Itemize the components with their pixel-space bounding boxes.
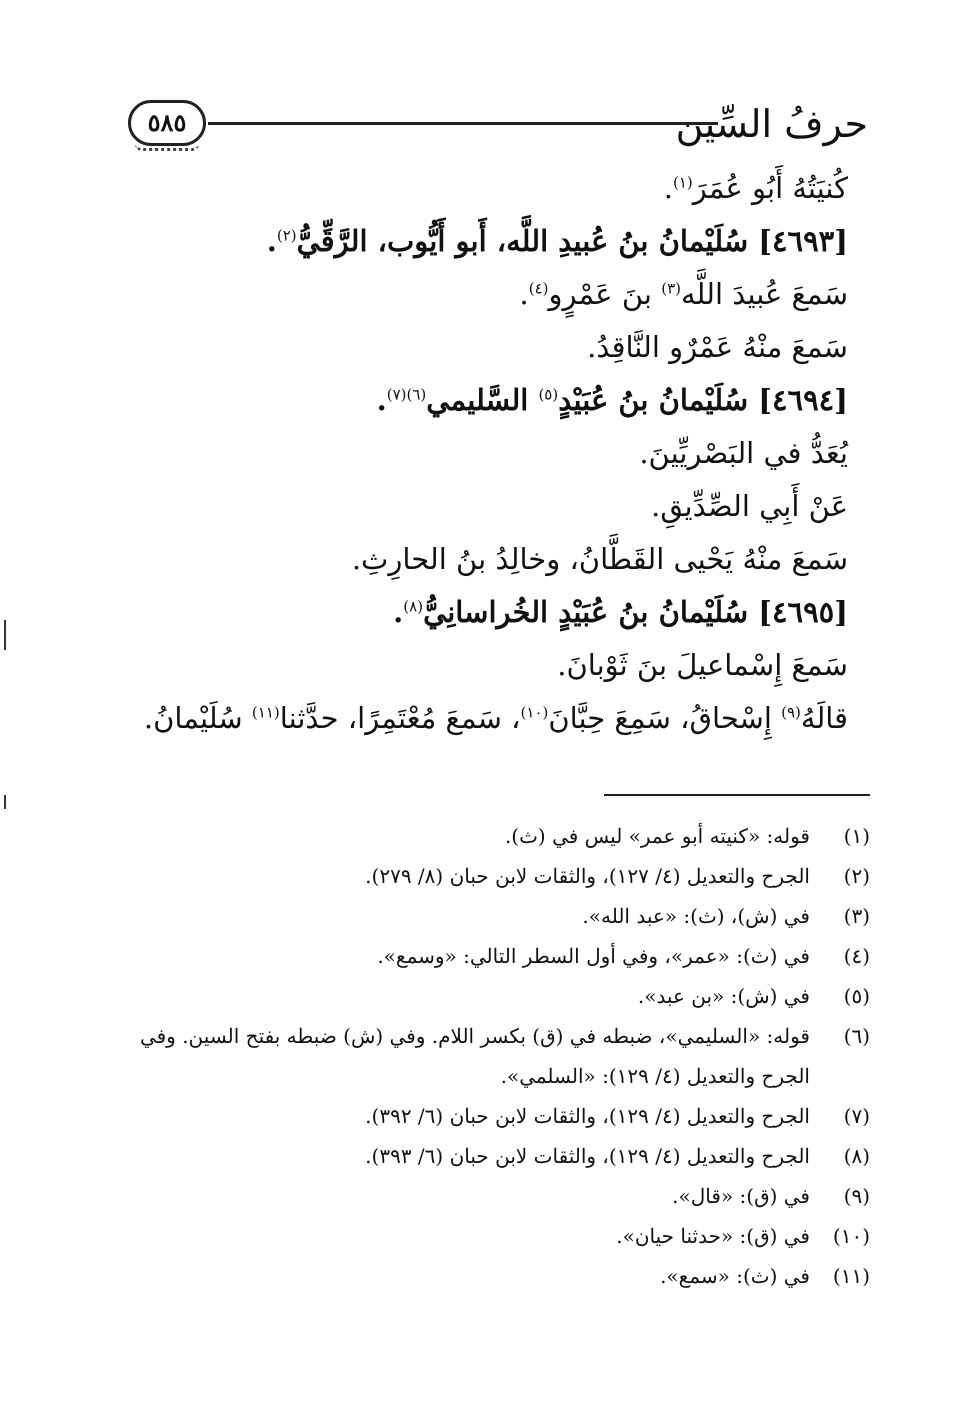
footnote [130,1216,870,1256]
footnote-ref: (١١) [251,703,280,722]
chapter-title: حرفُ السِّين [675,102,868,146]
footnote-text: في (ش): «بن عبد». [637,984,810,1008]
footnote-text: الجرح والتعديل (٤/ ١٢٩)، والثقات لابن حبان (٦/ ٣٩٢). [365,1104,810,1128]
footnote-number: (٩) [843,1184,870,1208]
line-text: . [266,224,277,258]
footnote [130,1136,870,1176]
footnote-ref: (٣) [661,279,681,298]
line-text: [٤٦٩٤] سُلَيْمانُ بنُ عُبَيْدٍ [558,383,848,417]
footnote-ref: (٦)(٧) [386,385,427,404]
scan-edge-mark [4,795,6,809]
footnote-ref: (١) [672,173,693,192]
footnote [130,816,870,856]
footnote-number: (٦) [843,1024,870,1048]
line-text: سَمعَ عُبيدَ اللَّه [680,277,848,311]
footnote-text: في (ق): «حدثنا حيان». [616,1224,810,1248]
line-text: إِسْحاقُ، سَمِعَ حِبَّانَ [548,701,782,735]
footnote-text: الجرح والتعديل (٤/ ١٢٩)، والثقات لابن حبان (٦/ ٣٩٣). [365,1144,810,1168]
entry-heading [128,215,848,268]
footnote-number: (٧) [843,1104,870,1128]
main-text [128,162,848,745]
footnote-ref: (٨) [403,597,424,616]
footnote [130,1256,870,1296]
line-text: سَمعَ منْهُ عَمْرٌو النَّاقِدُ. [587,330,848,364]
line-text: سَمعَ منْهُ يَحْيى القَطَّانُ، وخالِدُ بنُ الحارِثِ. [351,542,848,576]
footnote-number: (٨) [843,1144,870,1168]
footnote-number: (١) [843,824,870,848]
text-line [128,321,848,374]
footnote-ref: (٩) [781,703,801,722]
scan-edge-mark [4,620,6,650]
footnote-number: (٢) [843,864,870,888]
footnotes [130,816,870,1296]
footnote-text: في (ث): «عمر»، وفي أول السطر التالي: «وسمع». [377,944,810,968]
line-text: قالَهُ [800,701,848,735]
line-text: يُعَدُّ في البَصْريِّينَ. [639,436,848,470]
text-line [128,533,848,586]
line-text: . [393,595,404,629]
text-line [128,162,848,215]
footnote-separator [604,794,870,796]
footnote-number: (٥) [843,984,870,1008]
footnote [130,896,870,936]
text-line [128,692,848,745]
page-number: ٥٨٥ [128,100,206,146]
footnote-ref: (١٠) [520,703,549,722]
header-rule [208,122,718,125]
line-text: . [663,171,673,205]
line-text: كُنيَتُهُ أَبُو عُمَرَ [692,171,848,205]
footnote-number: (٣) [843,904,870,928]
footnote-number: (١١) [832,1264,870,1288]
entry-heading [128,586,848,639]
line-text: . [376,383,387,417]
footnote [130,1016,870,1096]
footnote-ref: (٥) [538,385,559,404]
footnote-number: (١٠) [832,1224,870,1248]
line-text: [٤٦٩٥] سُلَيْمانُ بنُ عُبَيْدٍ الخُراسانِيُّ [423,595,848,629]
footnote-text: الجرح والتعديل (٤/ ١٢٧)، والثقات لابن حبان (٨/ ٢٧٩). [365,864,810,888]
footnote [130,1096,870,1136]
footnote [130,976,870,1016]
entry-heading [128,374,848,427]
footnote [130,856,870,896]
footnote-ref: (٢) [276,226,297,245]
line-text: ، سَمعَ مُعْتَمِرًا، حدَّثنا [279,701,521,735]
line-text: السَّليمي [426,383,539,417]
footnote-text: قوله: «كنيته أبو عمر» ليس في (ث). [504,824,810,848]
footnote-text: في (ش)، (ث): «عبد الله». [582,904,810,928]
page-header [128,92,868,156]
text-line [128,480,848,533]
footnote-number: (٤) [843,944,870,968]
line-text: عَنْ أَبِي الصِّدِّيقِ. [651,489,848,523]
footnote-ref: (٤) [528,279,549,298]
footnote-text: في (ق): «قال». [672,1184,810,1208]
text-line [128,639,848,692]
text-line [128,427,848,480]
line-text: سَمعَ إِسْماعيلَ بنَ ثَوْبانَ. [557,648,848,682]
line-text: سُلَيْمانُ. [143,701,252,735]
line-text: [٤٦٩٣] سُلَيْمانُ بنُ عُبيدِ اللَّه، أَبو أَيُّوب، الرَّقِّيُّ [296,224,848,258]
footnote [130,936,870,976]
line-text: بنَ عَمْرٍو [548,277,662,311]
text-line [128,268,848,321]
footnote-text: قوله: «السليمي»، ضبطه في (ق) بكسر اللام. وفي (ش) ضبطه بفتح السين. وفي الجرح والتعديل (٤/ ١٢٩): «السلمي». [139,1024,810,1088]
line-text: . [519,277,529,311]
footnote [130,1176,870,1216]
footnote-text: في (ث): «سمع». [660,1264,810,1288]
